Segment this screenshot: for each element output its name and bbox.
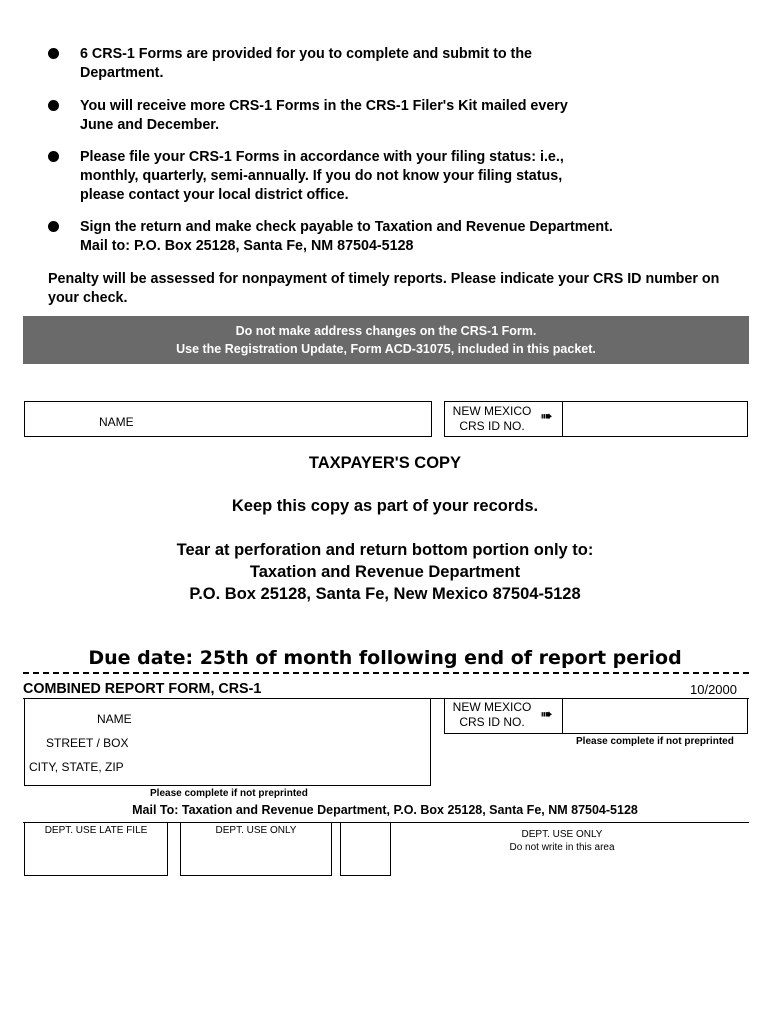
report-crs-label — [447, 700, 537, 730]
report-crs-label-line-2: CRS ID NO. — [459, 715, 525, 729]
top-crs-id-input[interactable] — [563, 402, 747, 436]
top-name-label: NAME — [99, 415, 134, 429]
bullet-icon — [48, 151, 59, 162]
banner-line-2: Use the Registration Update, Form ACD-31075, included in this packet. — [176, 342, 596, 356]
address-complete-note: Please complete if not preprinted — [150, 788, 308, 799]
crs-complete-note: Please complete if not preprinted — [576, 736, 734, 747]
bullet-icon — [48, 221, 59, 232]
report-crs-id-box — [444, 698, 748, 734]
address-name-label: NAME — [97, 712, 132, 726]
tear-address: P.O. Box 25128, Santa Fe, New Mexico 87504-5128 — [189, 585, 581, 603]
banner-line-1: Do not make address changes on the CRS-1 Form. — [235, 324, 537, 338]
arrow-right-icon: ➠ — [540, 706, 553, 723]
bullet-icon — [48, 48, 59, 59]
taxpayer-copy-title: TAXPAYER'S COPY — [308, 454, 462, 472]
dept-area-note — [462, 828, 662, 854]
instruction-text: Please file your CRS-1 Forms in accordance with your filing status: i.e., monthly, quarterly, semi-annually. If you do not know your filing status, please contact your local district office. — [80, 149, 564, 203]
due-date-heading: Due date: 25th of month following end of report period — [88, 647, 682, 669]
dept-late-file-label: DEPT. USE LATE FILE — [44, 825, 148, 836]
dept-area-title: DEPT. USE ONLY — [521, 829, 603, 840]
address-city-label: CITY, STATE, ZIP — [29, 760, 124, 774]
keep-copy-text: Keep this copy as part of your records. — [231, 497, 539, 515]
arrow-right-icon: ➠ — [540, 408, 553, 425]
report-form-title: COMBINED REPORT FORM, CRS-1 — [23, 681, 262, 697]
report-form-version: 10/2000 — [690, 682, 737, 697]
tear-instruction: Tear at perforation and return bottom portion only to: — [176, 541, 594, 559]
address-change-banner — [23, 316, 749, 364]
bullet-icon — [48, 100, 59, 111]
dept-use-only-label: DEPT. USE ONLY — [215, 825, 297, 836]
top-crs-label-line-1: NEW MEXICO — [452, 404, 532, 418]
dept-late-file-box — [24, 822, 168, 876]
top-name-field[interactable] — [24, 401, 432, 437]
instruction-text: Sign the return and make check payable to Taxation and Revenue Department. Mail to: P.O. Box 25128, Santa Fe, NM 87504-5128 — [80, 219, 613, 254]
perforation-line — [23, 672, 749, 674]
report-crs-id-input[interactable] — [563, 699, 747, 733]
instruction-text: You will receive more CRS-1 Forms in the CRS-1 Filer's Kit mailed every June and December. — [80, 98, 568, 133]
top-crs-label-line-2: CRS ID NO. — [459, 419, 525, 433]
address-street-label: STREET / BOX — [46, 736, 129, 750]
report-crs-label-line-1: NEW MEXICO — [452, 700, 532, 714]
instruction-text: 6 CRS-1 Forms are provided for you to complete and submit to the Department. — [80, 46, 532, 81]
dept-use-only-box — [180, 822, 332, 876]
dept-small-box — [340, 822, 391, 876]
dept-area-warning: Do not write in this area — [509, 842, 615, 853]
top-crs-id-box — [444, 401, 748, 437]
address-box[interactable] — [24, 698, 431, 786]
penalty-notice: Penalty will be assessed for nonpayment of timely reports. Please indicate your CRS ID number on your check. — [48, 271, 720, 306]
top-crs-label — [447, 404, 537, 434]
tear-recipient: Taxation and Revenue Department — [249, 563, 521, 581]
mail-to-line: Mail To: Taxation and Revenue Department, P.O. Box 25128, Santa Fe, NM 87504-5128 — [132, 803, 638, 817]
